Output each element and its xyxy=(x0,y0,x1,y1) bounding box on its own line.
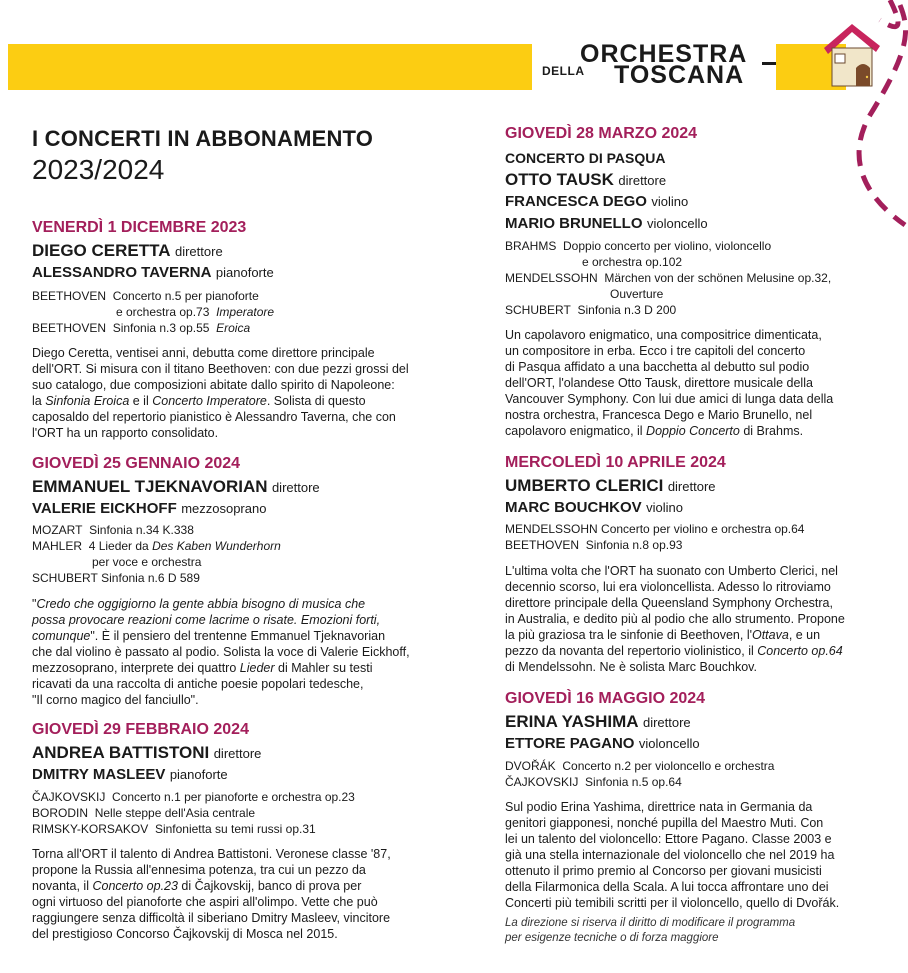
composer: RIMSKY-KORSAKOV xyxy=(32,822,149,836)
desc-text: l'ORT ha un rapporto consolidato. xyxy=(32,426,219,440)
artist-role: violino xyxy=(646,500,683,515)
desc-text: di Pasqua affidato a una bacchetta al debutto sul podio xyxy=(505,360,810,374)
concert-date: MERCOLEDÌ 10 APRILE 2024 xyxy=(505,454,726,471)
desc-text: ricavati da una raccolta di antiche poesie popolari tedesche, xyxy=(32,677,364,691)
work: Sinfonietta su temi russi op.31 xyxy=(154,822,316,836)
page-title: I CONCERTI IN ABBONAMENTO xyxy=(32,126,374,151)
artist-role: direttore xyxy=(667,479,716,494)
desc-text: capolavoro enigmatico, il xyxy=(505,424,647,438)
concert-date: VENERDÌ 1 DICEMBRE 2023 xyxy=(32,219,247,236)
desc-text: decennio scorso, lui era violoncellista. Adesso lo ritroviamo xyxy=(505,580,831,594)
desc-italic: Concerto Imperatore xyxy=(152,394,267,408)
artist-name: DMITRY MASLEEV xyxy=(32,766,166,783)
desc-text: Vancouver Symphony. Con lui due amici di lunga data della xyxy=(505,392,834,406)
artist-line xyxy=(32,743,261,763)
desc-italic: comunque xyxy=(32,629,91,643)
desc-text: del prestigioso Concorso Čajkovskij di Mosca nel 2015. xyxy=(32,927,338,941)
composer: ČAJKOVSKIJ xyxy=(32,790,106,804)
desc-text: di Čajkovskij, banco di prova per xyxy=(177,879,362,893)
concert-description xyxy=(505,799,890,911)
desc-text: . Solista di questo xyxy=(266,394,366,408)
desc-text: Sul podio Erina Yashima, direttrice nata in Germania da xyxy=(505,800,813,814)
work: 4 Lieder da xyxy=(88,539,153,553)
artist-role: mezzosoprano xyxy=(181,501,267,516)
work: Sinfonia n.3 D 200 xyxy=(577,303,677,317)
work: Sinfonia n.3 op.55 xyxy=(112,321,210,335)
desc-italic: Concerto op.23 xyxy=(92,879,178,893)
logo-line1: ORCHESTRA xyxy=(580,40,748,68)
composer: BRAHMS xyxy=(505,239,557,253)
artist-role: violoncello xyxy=(638,736,700,751)
work-cont: per voce e orchestra xyxy=(92,555,202,569)
desc-text: lei un talento del violoncello: Ettore Pagano. Classe 2003 e xyxy=(505,832,832,846)
desc-text: "Il corno magico del fanciullo". xyxy=(32,693,199,707)
work: Doppio concerto per violino, violoncello xyxy=(563,239,772,253)
concert-description xyxy=(505,563,890,675)
concert-description xyxy=(505,327,890,439)
concert-date: GIOVEDÌ 28 MARZO 2024 xyxy=(505,125,698,142)
desc-italic: Credo che oggigiorno la gente abbia bisogno di musica che xyxy=(36,597,366,611)
work: Concerto n.1 per pianoforte e orchestra op.23 xyxy=(112,790,355,804)
artist-role: pianoforte xyxy=(169,767,228,782)
work: Sinfonia n.34 K.338 xyxy=(89,523,194,537)
program-list xyxy=(505,238,831,318)
logo-line2b: TOSCANA xyxy=(614,61,745,89)
composer: MENDELSSOHN xyxy=(505,522,598,536)
artist-name: MARIO BRUNELLO xyxy=(505,215,643,232)
footer-disclaimer xyxy=(505,916,795,946)
desc-text: la xyxy=(32,394,46,408)
program-list xyxy=(32,789,355,837)
season-year: 2023/2024 xyxy=(32,154,165,185)
work: Concerto n.2 per violoncello e orchestra xyxy=(562,759,775,773)
artist-line xyxy=(505,712,691,732)
artist-name: FRANCESCA DEGO xyxy=(505,193,647,210)
composer: BEETHOVEN xyxy=(32,289,107,303)
desc-italic: Lieder xyxy=(239,661,275,675)
concert-description xyxy=(32,345,452,441)
desc-text: L'ultima volta che l'ORT ha suonato con Umberto Clerici, nel xyxy=(505,564,838,578)
work: Sinfonia n.5 op.64 xyxy=(585,775,682,789)
desc-text: Concerti più temibili scritti per il violoncello, quello di Dvořák. xyxy=(505,896,840,910)
desc-text: pezzo da novanta del repertorio violinistico, il xyxy=(505,644,758,658)
artist-line xyxy=(32,500,266,518)
artist-role: direttore xyxy=(174,244,223,259)
desc-text: Un capolavoro enigmatico, una compositrice dimenticata, xyxy=(505,328,822,342)
desc-text: Diego Ceretta, ventisei anni, debutta come direttore principale xyxy=(32,346,375,360)
desc-text: direttore principale della Queensland Symphony Orchestra, xyxy=(505,596,833,610)
orchestra-logo xyxy=(540,40,780,90)
desc-text: della Filarmonica della Scala. A lui tocca affrontare uno dei xyxy=(505,880,829,894)
desc-text: di Mahler su testi xyxy=(274,661,373,675)
composer: SCHUBERT xyxy=(505,303,571,317)
artist-name: ANDREA BATTISTONI xyxy=(32,743,210,762)
concert-subtitle: CONCERTO DI PASQUA xyxy=(505,150,666,166)
composer: MAHLER xyxy=(32,539,83,553)
artist-name: EMMANUEL TJEKNAVORIAN xyxy=(32,477,268,496)
program-list xyxy=(505,521,804,553)
desc-italic: Concerto op.64 xyxy=(757,644,843,658)
desc-text: la più graziosa tra le sinfonie di Beethoven, l' xyxy=(505,628,752,642)
desc-text: raggiungere senza difficoltà il siberiano Dmitry Masleev, vincitore xyxy=(32,911,391,925)
disclaimer-line: La direzione si riserva il diritto di modificare il programma xyxy=(505,917,796,929)
artist-name: VALERIE EICKHOFF xyxy=(32,500,177,517)
desc-text: propone la Russia all'ennesima potenza, tra cui un pezzo da xyxy=(32,863,366,877)
artist-role: violino xyxy=(651,194,689,209)
program-list xyxy=(32,522,281,586)
desc-text: dell'ORT. Si misura con il titano Beethoven: con due pezzi grossi del xyxy=(32,362,409,376)
artist-name: OTTO TAUSK xyxy=(505,170,614,189)
desc-text: ogni virtuoso del pianoforte che aspiri all'olimpo. Vette che può xyxy=(32,895,378,909)
desc-text: novanta, il xyxy=(32,879,93,893)
concert-date: GIOVEDÌ 25 GENNAIO 2024 xyxy=(32,455,241,472)
desc-text: , e un xyxy=(788,628,821,642)
desc-italic: Doppio Concerto xyxy=(646,424,740,438)
desc-text: caposaldo del repertorio pianistico è Alessandro Taverna, che con xyxy=(32,410,396,424)
artist-line xyxy=(505,735,700,753)
desc-text: genitori giapponesi, nonché pupilla del Maestro Muti. Con xyxy=(505,816,824,830)
desc-italic: Sinfonia Eroica xyxy=(45,394,130,408)
work: Sinfonia n.6 D 589 xyxy=(101,571,200,585)
work-cont: Ouverture xyxy=(610,287,664,301)
artist-line xyxy=(505,193,688,211)
concert-description xyxy=(32,596,452,708)
desc-text: ". È il pensiero del trentenne Emmanuel Tjeknavorian xyxy=(90,629,386,643)
work-italic: Des Kaben Wunderhorn xyxy=(152,539,281,553)
artist-line xyxy=(32,766,228,784)
desc-text: Torna all'ORT il talento di Andrea Battistoni. Veronese classe '87, xyxy=(32,847,391,861)
work-italic: Imperatore xyxy=(216,305,275,319)
work-cont: e orchestra op.73 xyxy=(116,305,210,319)
desc-text: mezzosoprano, interprete dei quattro xyxy=(32,661,240,675)
artist-line xyxy=(505,476,716,496)
desc-text: ottenuto il primo premio al Concorso per giovani musicisti xyxy=(505,864,822,878)
desc-text: nostra orchestra, Francesca Dego e Mario Brunello, nel xyxy=(505,408,813,422)
artist-role: direttore xyxy=(642,715,691,730)
work: Sinfonia n.8 op.93 xyxy=(585,538,683,552)
desc-text: dell'ORT, l'olandese Otto Tausk, direttore musicale della xyxy=(505,376,813,390)
program-list xyxy=(505,758,774,790)
artist-role: violoncello xyxy=(646,216,708,231)
artist-role: pianoforte xyxy=(215,265,274,280)
desc-text: di Mendelssohn. Ne è solista Marc Bouchkov. xyxy=(505,660,757,674)
artist-name: ETTORE PAGANO xyxy=(505,735,635,752)
desc-italic: possa provocare reazioni come lacrime o risate. Emozioni forti, xyxy=(32,613,381,627)
desc-text: che dal violino è passato al podio. Solista la voce di Valerie Eickhoff, xyxy=(32,645,410,659)
desc-text: di Brahms. xyxy=(739,424,804,438)
composer: BORODIN xyxy=(32,806,89,820)
composer: DVOŘÁK xyxy=(505,759,556,773)
work: Märchen von der schönen Melusine op.32, xyxy=(604,271,832,285)
concert-date: GIOVEDÌ 29 FEBBRAIO 2024 xyxy=(32,721,249,738)
concert-date: GIOVEDÌ 16 MAGGIO 2024 xyxy=(505,690,706,707)
desc-text: in Australia, e dedito più al podio che allo strumento. Propone xyxy=(505,612,845,626)
artist-line xyxy=(32,241,223,261)
artist-name: ALESSANDRO TAVERNA xyxy=(32,264,212,281)
artist-name: ERINA YASHIMA xyxy=(505,712,639,731)
logo-dash xyxy=(762,62,776,65)
artist-role: direttore xyxy=(271,480,320,495)
desc-text: un compositore in erba. Ecco i tre capitoli del concerto xyxy=(505,344,806,358)
artist-line xyxy=(505,215,708,233)
desc-text: suo catalogo, due composizioni abitate dallo spirito di Napoleone: xyxy=(32,378,395,392)
artist-name: UMBERTO CLERICI xyxy=(505,476,664,495)
artist-name: DIEGO CERETTA xyxy=(32,241,171,260)
artist-role: direttore xyxy=(213,746,262,761)
composer: BEETHOVEN xyxy=(505,538,580,552)
work: Concerto n.5 per pianoforte xyxy=(112,289,259,303)
work: Nelle steppe dell'Asia centrale xyxy=(94,806,256,820)
desc-italic: Ottava xyxy=(751,628,789,642)
desc-text: e il xyxy=(129,394,153,408)
work-italic: Eroica xyxy=(216,321,251,335)
work: Concerto per violino e orchestra op.64 xyxy=(601,522,805,536)
composer: SCHUBERT xyxy=(32,571,98,585)
desc-text: già una stella internazionale del violoncello che nel 2019 ha xyxy=(505,848,835,862)
composer: MOZART xyxy=(32,523,83,537)
program-list xyxy=(32,288,274,336)
concert-description xyxy=(32,846,452,942)
artist-name: MARC BOUCHKOV xyxy=(505,499,642,516)
desc-text: " xyxy=(32,597,37,611)
disclaimer-line: per esigenze tecniche o di forza maggiore xyxy=(505,932,719,944)
composer: MENDELSSOHN xyxy=(505,271,598,285)
artist-line xyxy=(32,264,274,282)
artist-line xyxy=(32,477,320,497)
header-yellow-band xyxy=(8,44,532,90)
artist-role: direttore xyxy=(618,173,667,188)
work-cont: e orchestra op.102 xyxy=(582,255,683,269)
header-yellow-band-right xyxy=(776,44,846,90)
artist-line xyxy=(505,170,666,190)
composer: ČAJKOVSKIJ xyxy=(505,775,579,789)
logo-line2a: DELLA xyxy=(542,64,585,78)
composer: BEETHOVEN xyxy=(32,321,107,335)
artist-line xyxy=(505,499,683,517)
